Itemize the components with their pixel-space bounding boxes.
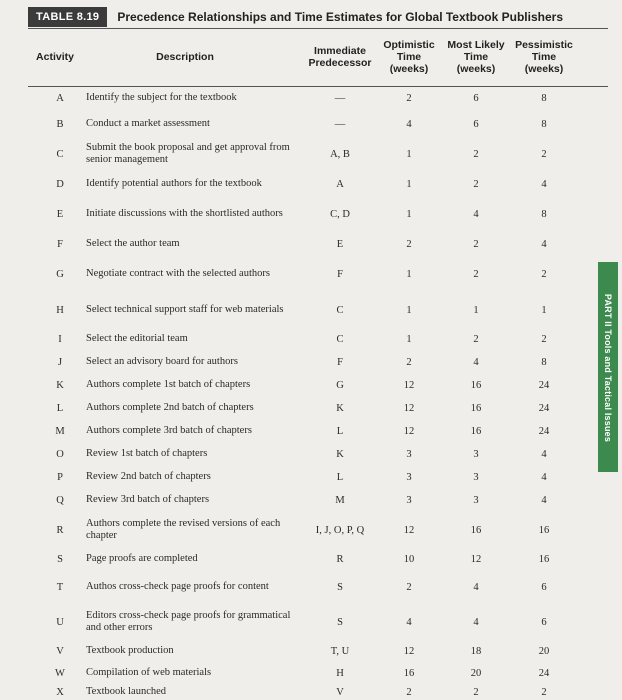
activity-cell: J <box>57 356 63 368</box>
optimistic-time-cell: 2 <box>406 581 412 593</box>
predecessor-cell: R <box>336 553 344 565</box>
optimistic-time-cell: 1 <box>406 148 412 160</box>
predecessor-cell: H <box>336 667 344 679</box>
header-most-likely: Most Likely Time (weeks) <box>447 39 505 75</box>
optimistic-time-cell: 4 <box>406 616 412 628</box>
activity-cell: M <box>55 425 65 437</box>
description-cell: Select technical support staff for web materials <box>86 304 284 315</box>
activity-cell: W <box>55 667 65 679</box>
optimistic-time-cell: 12 <box>403 379 415 391</box>
table-row <box>0 488 600 512</box>
pessimistic-time-cell: 2 <box>541 268 547 280</box>
optimistic-time-cell: 1 <box>406 304 412 316</box>
table-row <box>0 662 600 684</box>
table-title-bar <box>28 6 563 28</box>
table-row <box>0 196 600 232</box>
pessimistic-time-cell: 16 <box>538 553 550 565</box>
description-cell: Authors complete 2nd batch of chapters <box>86 402 254 413</box>
description-cell: Negotiate contract with the selected authors <box>86 268 270 279</box>
pessimistic-time-cell: 2 <box>541 333 547 345</box>
table-row <box>0 420 600 442</box>
activity-cell: K <box>56 379 64 391</box>
optimistic-time-cell: 16 <box>403 667 415 679</box>
table-row <box>0 256 600 292</box>
activity-cell: C <box>56 148 64 160</box>
activity-cell: B <box>56 118 64 130</box>
table-row <box>0 442 600 466</box>
description-cell: Submit the book proposal and get approval from senior management <box>86 142 290 165</box>
activity-cell: E <box>56 208 64 220</box>
most-likely-time-cell: 4 <box>473 581 479 593</box>
pessimistic-time-cell: 8 <box>541 208 547 220</box>
predecessor-cell: — <box>334 92 346 104</box>
description-cell: Review 1st batch of chapters <box>86 448 208 459</box>
description-cell: Initiate discussions with the shortlisted authors <box>86 208 283 219</box>
pessimistic-time-cell: 8 <box>541 356 547 368</box>
most-likely-time-cell: 16 <box>470 524 482 536</box>
activity-cell: L <box>56 402 64 414</box>
optimistic-time-cell: 12 <box>403 425 415 437</box>
pessimistic-time-cell: 2 <box>541 148 547 160</box>
pessimistic-time-cell: 4 <box>541 238 547 250</box>
header-predecessor: Immediate Predecessor <box>308 45 372 69</box>
most-likely-time-cell: 4 <box>473 616 479 628</box>
description-cell: Authors complete 1st batch of chapters <box>86 379 251 390</box>
most-likely-time-cell: 16 <box>470 379 482 391</box>
pessimistic-time-cell: 4 <box>541 448 547 460</box>
predecessor-cell: F <box>337 356 343 368</box>
most-likely-time-cell: 3 <box>473 494 479 506</box>
description-cell: Authos cross-check page proofs for content <box>86 581 269 592</box>
description-cell: Review 3rd batch of chapters <box>86 494 210 505</box>
optimistic-time-cell: 3 <box>406 448 412 460</box>
predecessor-cell: F <box>337 268 343 280</box>
pessimistic-time-cell: 8 <box>541 118 547 130</box>
table-row <box>0 570 600 604</box>
predecessor-cell: K <box>336 448 344 460</box>
optimistic-time-cell: 2 <box>406 356 412 368</box>
activity-cell: P <box>57 471 63 483</box>
optimistic-time-cell: 10 <box>403 553 415 565</box>
most-likely-time-cell: 16 <box>470 402 482 414</box>
activity-cell: O <box>56 448 64 460</box>
predecessor-cell: A <box>336 178 344 190</box>
table-title: Precedence Relationships and Time Estimates for Global Textbook Publishers <box>117 10 563 24</box>
predecessor-cell: C <box>336 304 344 316</box>
header-activity: Activity <box>36 51 74 63</box>
table-row <box>0 350 600 374</box>
optimistic-time-cell: 2 <box>406 92 412 104</box>
description-cell: Authors complete the revised versions of each chapter <box>86 518 281 541</box>
predecessor-cell: V <box>336 686 344 698</box>
predecessor-cell: T, U <box>330 645 350 657</box>
table-row <box>0 136 600 172</box>
most-likely-time-cell: 3 <box>473 471 479 483</box>
table-row <box>0 640 600 662</box>
pessimistic-time-cell: 24 <box>538 667 550 679</box>
table-row <box>0 374 600 396</box>
predecessor-cell: G <box>336 379 344 391</box>
pessimistic-time-cell: 16 <box>538 524 550 536</box>
predecessor-cell: S <box>337 616 343 628</box>
pessimistic-time-cell: 1 <box>541 304 547 316</box>
table-row <box>0 512 600 548</box>
predecessor-cell: E <box>336 238 344 250</box>
most-likely-time-cell: 6 <box>473 92 479 104</box>
predecessor-cell: C, D <box>330 208 350 220</box>
description-cell: Select the editorial team <box>86 333 188 344</box>
description-cell: Page proofs are completed <box>86 553 198 564</box>
description-cell: Textbook launched <box>86 686 167 697</box>
activity-cell: I <box>58 333 62 345</box>
pessimistic-time-cell: 4 <box>541 494 547 506</box>
table-row <box>0 396 600 420</box>
description-cell: Textbook production <box>86 645 174 656</box>
table-row <box>0 328 600 350</box>
table-row <box>0 172 600 196</box>
optimistic-time-cell: 1 <box>406 178 412 190</box>
predecessor-cell: L <box>336 471 344 483</box>
description-cell: Review 2nd batch of chapters <box>86 471 211 482</box>
most-likely-time-cell: 2 <box>473 686 479 698</box>
part-side-label: PART II Tools and Tactical Issues <box>603 293 613 443</box>
table-header <box>0 28 600 86</box>
activity-cell: Q <box>56 494 64 506</box>
predecessor-cell: K <box>336 402 344 414</box>
pessimistic-time-cell: 4 <box>541 471 547 483</box>
predecessor-cell: A, B <box>330 148 350 160</box>
header-description: Description <box>156 51 214 63</box>
description-cell: Identify potential authors for the textbook <box>86 178 262 189</box>
table-row <box>0 684 600 700</box>
pessimistic-time-cell: 6 <box>541 581 547 593</box>
most-likely-time-cell: 2 <box>473 148 479 160</box>
activity-cell: G <box>56 268 64 280</box>
activity-cell: T <box>56 581 64 593</box>
most-likely-time-cell: 6 <box>473 118 479 130</box>
predecessor-cell: L <box>336 425 344 437</box>
optimistic-time-cell: 3 <box>406 494 412 506</box>
activity-cell: R <box>56 524 64 536</box>
predecessor-cell: C <box>336 333 344 345</box>
activity-cell: U <box>56 616 64 628</box>
table-number-label: TABLE 8.19 <box>28 7 107 27</box>
pessimistic-time-cell: 6 <box>541 616 547 628</box>
description-cell: Identify the subject for the textbook <box>86 92 237 103</box>
table-row <box>0 292 600 328</box>
most-likely-time-cell: 2 <box>473 333 479 345</box>
most-likely-time-cell: 1 <box>473 304 479 316</box>
header-rule <box>28 86 608 87</box>
pessimistic-time-cell: 20 <box>538 645 550 657</box>
description-cell: Select the author team <box>86 238 180 249</box>
predecessor-cell: — <box>334 118 346 130</box>
activity-cell: H <box>56 304 64 316</box>
most-likely-time-cell: 2 <box>473 238 479 250</box>
most-likely-time-cell: 12 <box>470 553 482 565</box>
pessimistic-time-cell: 8 <box>541 92 547 104</box>
pessimistic-time-cell: 24 <box>538 379 550 391</box>
activity-cell: S <box>57 553 63 565</box>
table-row <box>0 604 600 640</box>
table-row <box>0 548 600 570</box>
optimistic-time-cell: 4 <box>406 118 412 130</box>
pessimistic-time-cell: 2 <box>541 686 547 698</box>
most-likely-time-cell: 2 <box>473 268 479 280</box>
table-row <box>0 466 600 488</box>
table-row <box>0 112 600 136</box>
optimistic-time-cell: 1 <box>406 208 412 220</box>
most-likely-time-cell: 4 <box>473 208 479 220</box>
optimistic-time-cell: 3 <box>406 471 412 483</box>
activity-cell: F <box>57 238 63 250</box>
optimistic-time-cell: 1 <box>406 268 412 280</box>
optimistic-time-cell: 12 <box>403 645 415 657</box>
header-pessimistic: Pessimistic Time (weeks) <box>515 39 573 75</box>
optimistic-time-cell: 2 <box>406 686 412 698</box>
most-likely-time-cell: 3 <box>473 448 479 460</box>
pessimistic-time-cell: 4 <box>541 178 547 190</box>
header-optimistic: Optimistic Time (weeks) <box>383 39 435 75</box>
most-likely-time-cell: 16 <box>470 425 482 437</box>
description-cell: Conduct a market assessment <box>86 118 210 129</box>
predecessor-cell: I, J, O, P, Q <box>315 524 365 536</box>
optimistic-time-cell: 1 <box>406 333 412 345</box>
most-likely-time-cell: 4 <box>473 356 479 368</box>
description-cell: Compilation of web materials <box>86 667 212 678</box>
optimistic-time-cell: 2 <box>406 238 412 250</box>
most-likely-time-cell: 20 <box>470 667 482 679</box>
activity-cell: X <box>56 686 64 698</box>
optimistic-time-cell: 12 <box>403 524 415 536</box>
most-likely-time-cell: 2 <box>473 178 479 190</box>
activity-cell: D <box>56 178 64 190</box>
table-row <box>0 88 600 108</box>
activity-cell: A <box>56 92 64 104</box>
activity-cell: V <box>56 645 64 657</box>
pessimistic-time-cell: 24 <box>538 402 550 414</box>
table-row <box>0 232 600 256</box>
predecessor-cell: M <box>335 494 345 506</box>
most-likely-time-cell: 18 <box>470 645 482 657</box>
optimistic-time-cell: 12 <box>403 402 415 414</box>
pessimistic-time-cell: 24 <box>538 425 550 437</box>
description-cell: Editors cross-check page proofs for grammatical and other errors <box>86 610 291 633</box>
predecessor-cell: S <box>337 581 343 593</box>
description-cell: Select an advisory board for authors <box>86 356 238 367</box>
description-cell: Authors complete 3rd batch of chapters <box>86 425 252 436</box>
